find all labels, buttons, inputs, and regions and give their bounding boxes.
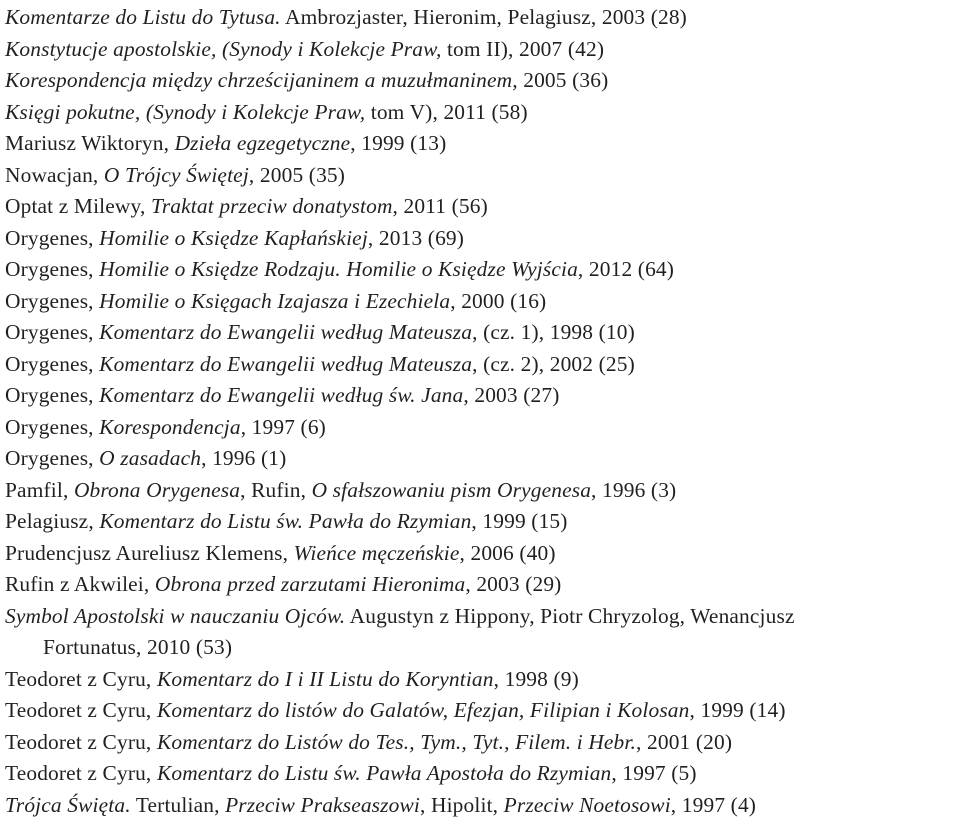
bibliography-entry [5, 160, 960, 192]
entry-title-italic: O zasadach [99, 446, 201, 470]
entry-title-italic: Komentarz do Ewangelii według Mateusza [99, 352, 472, 376]
entry-text: , 1999 (13) [350, 131, 446, 155]
bibliography-entry [5, 443, 960, 475]
entry-title-italic: Przeciw Prakseaszowi [225, 793, 420, 817]
entry-title-italic: Komentarz do Listów do Tes., Tym., Tyt., Filem. i Hebr. [157, 730, 636, 754]
entry-title-italic: Przeciw Noetosowi [504, 793, 671, 817]
entry-text: , 2013 (69) [368, 226, 464, 250]
entry-title-italic: Obrona przed zarzutami Hieronima [155, 572, 465, 596]
entry-title-italic: Symbol Apostolski w nauczaniu Ojców. [5, 604, 345, 628]
entry-text: Nowacjan, [5, 163, 104, 187]
entry-text: Orygenes, [5, 352, 99, 376]
bibliography-entry [5, 412, 960, 444]
bibliography-entry [5, 506, 960, 538]
bibliography-entry [5, 380, 960, 412]
entry-text: , 1997 (6) [241, 415, 326, 439]
entry-text: Fortunatus, 2010 (53) [43, 635, 232, 659]
entry-text: Mariusz Wiktoryn, [5, 131, 175, 155]
entry-title-italic: Homilie o Księdze Kapłańskiej [99, 226, 368, 250]
entry-title-italic: Komentarz do I i II Listu do Koryntian [157, 667, 494, 691]
bibliography-entry [5, 349, 960, 381]
entry-text: , 1999 (14) [690, 698, 786, 722]
bibliography-entry [5, 34, 960, 66]
entry-text: , 2005 (35) [249, 163, 345, 187]
entry-title-italic: Księgi pokutne, (Synody i Kolekcje Praw, [5, 100, 365, 124]
entry-title-italic: O sfałszowaniu pism Orygenesa [312, 478, 591, 502]
entry-title-italic: Homilie o Księdze Rodzaju. Homilie o Księdze Wyjścia [99, 257, 578, 281]
entry-text: , 2001 (20) [636, 730, 732, 754]
entry-text: Teodoret z Cyru, [5, 667, 157, 691]
entry-text: , 2011 (56) [393, 194, 488, 218]
entry-title-italic: Wieńce męczeńskie [294, 541, 460, 565]
bibliography-entry [5, 65, 960, 97]
entry-title-italic: O Trójcy Świętej [104, 163, 249, 187]
entry-text: tom II), 2007 (42) [441, 37, 604, 61]
entry-title-italic: Komentarz do listów do Galatów, Efezjan, Filipian i Kolosan [157, 698, 690, 722]
entry-text: Prudencjusz Aureliusz Klemens, [5, 541, 294, 565]
bibliography-entry-continuation [5, 632, 960, 664]
bibliography-entry [5, 601, 960, 633]
entry-text: , 1999 (15) [471, 509, 567, 533]
entry-title-italic: Dzieła egzegetyczne [175, 131, 351, 155]
entry-title-italic: Traktat przeciw donatystom [151, 194, 393, 218]
entry-text: , 2000 (16) [450, 289, 546, 313]
bibliography-entry [5, 2, 960, 34]
entry-text: Ambrozjaster, Hieronim, Pelagiusz, 2003 (28) [281, 5, 687, 29]
bibliography-entry [5, 191, 960, 223]
bibliography-entry [5, 97, 960, 129]
entry-text: Tertulian, [131, 793, 225, 817]
bibliography-entry [5, 758, 960, 790]
entry-text: Orygenes, [5, 446, 99, 470]
entry-title-italic: Korespondencja między chrześcijaninem a muzułmaninem, [5, 68, 518, 92]
entry-text: , 2006 (40) [459, 541, 555, 565]
entry-text: , 1998 (9) [494, 667, 579, 691]
entry-text: tom V), 2011 (58) [365, 100, 528, 124]
entry-text: Augustyn z Hippony, Piotr Chryzolog, Wenancjusz [345, 604, 794, 628]
bibliography-entry [5, 569, 960, 601]
entry-text: Orygenes, [5, 383, 99, 407]
entry-title-italic: Obrona Orygenesa [74, 478, 240, 502]
entry-title-italic: Trójca Święta. [5, 793, 131, 817]
entry-text: , 1996 (3) [591, 478, 676, 502]
entry-text: Rufin z Akwilei, [5, 572, 155, 596]
bibliography-entry [5, 254, 960, 286]
entry-title-italic: Komentarz do Ewangelii według św. Jana [99, 383, 463, 407]
entry-text: Teodoret z Cyru, [5, 698, 157, 722]
bibliography-entry [5, 286, 960, 318]
entry-text: , 2003 (27) [463, 383, 559, 407]
entry-text: , Hipolit, [420, 793, 504, 817]
bibliography-entry [5, 223, 960, 255]
entry-text: , (cz. 2), 2002 (25) [472, 352, 635, 376]
bibliography-entry [5, 128, 960, 160]
bibliography-entry [5, 475, 960, 507]
bibliography-entry [5, 317, 960, 349]
entry-text: Orygenes, [5, 320, 99, 344]
entry-text: , 1997 (5) [611, 761, 696, 785]
entry-text: , 1996 (1) [201, 446, 286, 470]
entry-text: 2005 (36) [518, 68, 609, 92]
entry-text: Orygenes, [5, 257, 99, 281]
entry-text: Orygenes, [5, 226, 99, 250]
entry-title-italic: Konstytucje apostolskie, (Synody i Kolekcje Praw, [5, 37, 441, 61]
entry-text: , (cz. 1), 1998 (10) [472, 320, 635, 344]
entry-text: , 2003 (29) [465, 572, 561, 596]
bibliography-entry [5, 538, 960, 570]
entry-text: Pelagiusz, [5, 509, 99, 533]
entry-text: Pamfil, [5, 478, 74, 502]
entry-text: , 1997 (4) [671, 793, 756, 817]
entry-text: , Rufin, [240, 478, 311, 502]
entry-text: , 2012 (64) [578, 257, 674, 281]
entry-text: Teodoret z Cyru, [5, 761, 157, 785]
entry-title-italic: Korespondencja [99, 415, 241, 439]
bibliography-entry [5, 727, 960, 759]
entry-title-italic: Komentarz do Listu św. Pawła do Rzymian [99, 509, 471, 533]
entry-text: Optat z Milewy, [5, 194, 151, 218]
entry-text: Orygenes, [5, 415, 99, 439]
entry-title-italic: Homilie o Księgach Izajasza i Ezechiela [99, 289, 450, 313]
entry-title-italic: Komentarz do Listu św. Pawła Apostoła do Rzymian [157, 761, 611, 785]
bibliography-entry [5, 664, 960, 696]
bibliography-entry [5, 790, 960, 821]
entry-title-italic: Komentarze do Listu do Tytusa. [5, 5, 281, 29]
bibliography-entry [5, 695, 960, 727]
entry-text: Orygenes, [5, 289, 99, 313]
entry-text: Teodoret z Cyru, [5, 730, 157, 754]
entry-title-italic: Komentarz do Ewangelii według Mateusza [99, 320, 472, 344]
